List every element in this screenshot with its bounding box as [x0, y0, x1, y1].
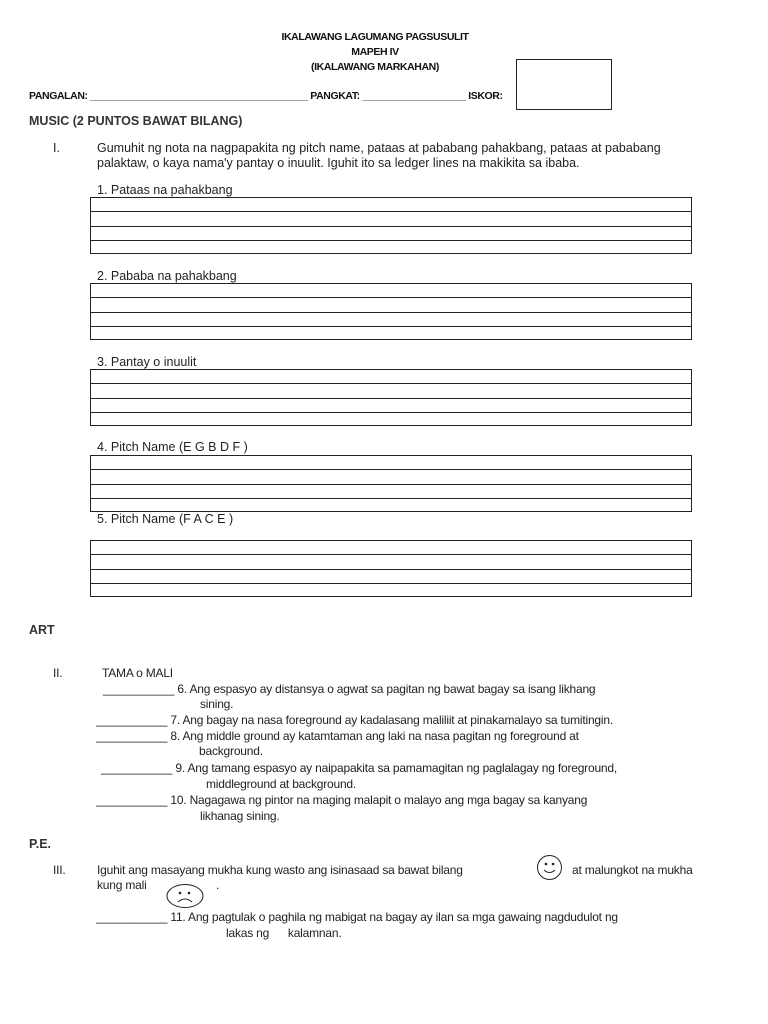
question-text: 10. Nagagawa ng pintor na maging malapit o malayo ang mga bagay sa kanyang [170, 793, 588, 807]
section-label: PANGKAT: [310, 90, 360, 102]
art-title: TAMA o MALI [102, 666, 173, 680]
answer-blank[interactable]: ___________ [96, 713, 168, 727]
question-item [101, 761, 617, 775]
staff-lines[interactable] [90, 283, 692, 340]
question-item [96, 713, 613, 727]
exam-subject: MAPEH IV [351, 46, 399, 58]
pe-instructions: Iguhit ang masayang mukha kung wasto ang isinasaad sa bawat bilang [97, 863, 463, 877]
question-text-cont: middleground at background. [206, 777, 357, 791]
staff-lines[interactable] [90, 455, 692, 512]
name-blank[interactable]: ________________________________________ [90, 90, 308, 102]
answer-blank[interactable]: ___________ [96, 910, 168, 924]
staff-lines[interactable] [90, 197, 692, 254]
question-text-cont: lakas ng kalamnan. [226, 926, 342, 940]
question-text: 8. Ang middle ground ay katamtaman ang laki na nasa pagitan ng foreground at [170, 729, 579, 743]
staff-lines[interactable] [90, 369, 692, 426]
staff-label: 2. Pababa na pahakbang [97, 269, 237, 283]
question-item [96, 793, 587, 807]
question-item [96, 910, 618, 924]
question-text: 9. Ang tamang espasyo ay naipapakita sa pamamagitan ng paglalagay ng foreground, [175, 761, 618, 775]
staff-label: 4. Pitch Name (E G B D F ) [97, 440, 248, 454]
staff-label: 3. Pantay o inuulit [97, 355, 197, 369]
music-heading: MUSIC (2 PUNTOS BAWAT BILANG) [29, 114, 243, 128]
name-field[interactable] [29, 90, 503, 102]
music-instructions-line: palaktaw, o kaya nama'y pantay o inuulit. Iguhit ito sa ledger lines na makikita sa ibaba. [97, 156, 580, 170]
music-instructions-line: Gumuhit ng nota na nagpapakita ng pitch name, pataas at pababang pahakbang, pataas at pababang [97, 141, 661, 155]
exam-quarter: (IKALAWANG MARKAHAN) [311, 61, 439, 73]
section-blank[interactable]: ___________________ [362, 90, 466, 102]
answer-blank[interactable]: ___________ [101, 761, 173, 775]
section-number: I. [53, 141, 60, 155]
score-label: ISKOR: [468, 90, 503, 102]
question-text: 6. Ang espasyo ay distansya o agwat sa pagitan ng bawat bagay sa isang likhang [177, 682, 596, 696]
answer-blank[interactable]: ___________ [103, 682, 175, 696]
question-text-cont: background. [199, 744, 263, 758]
staff-label: 5. Pitch Name (F A C E ) [97, 512, 234, 526]
sad-face-icon [165, 883, 205, 909]
answer-blank[interactable]: ___________ [96, 793, 168, 807]
score-box[interactable] [516, 59, 612, 110]
section-number: II. [53, 666, 63, 680]
pe-heading: P.E. [29, 837, 52, 851]
pe-instructions: at malungkot na mukha [572, 863, 693, 877]
question-text: 11. Ang pagtulak o paghila ng mabigat na bagay ay ilan sa mga gawaing nagdudulot ng [170, 910, 618, 924]
question-text: 7. Ang bagay na nasa foreground ay kadalasang maliliit at pinakamalayo sa tumitingin. [170, 713, 613, 727]
pe-instructions-end: . [216, 878, 220, 892]
question-item [96, 729, 579, 743]
section-number: III. [53, 863, 66, 877]
pe-instructions: kung mali [97, 878, 147, 892]
question-text-cont: likhanag sining. [200, 809, 280, 823]
question-item [103, 682, 595, 696]
happy-face-icon [536, 854, 563, 881]
exam-title: IKALAWANG LAGUMANG PAGSUSULIT [281, 31, 469, 43]
staff-lines[interactable] [90, 540, 692, 597]
art-heading: ART [29, 623, 55, 637]
staff-label: 1. Pataas na pahakbang [97, 183, 233, 197]
question-text-cont: sining. [200, 697, 234, 711]
name-label: PANGALAN: [29, 90, 88, 102]
answer-blank[interactable]: ___________ [96, 729, 168, 743]
